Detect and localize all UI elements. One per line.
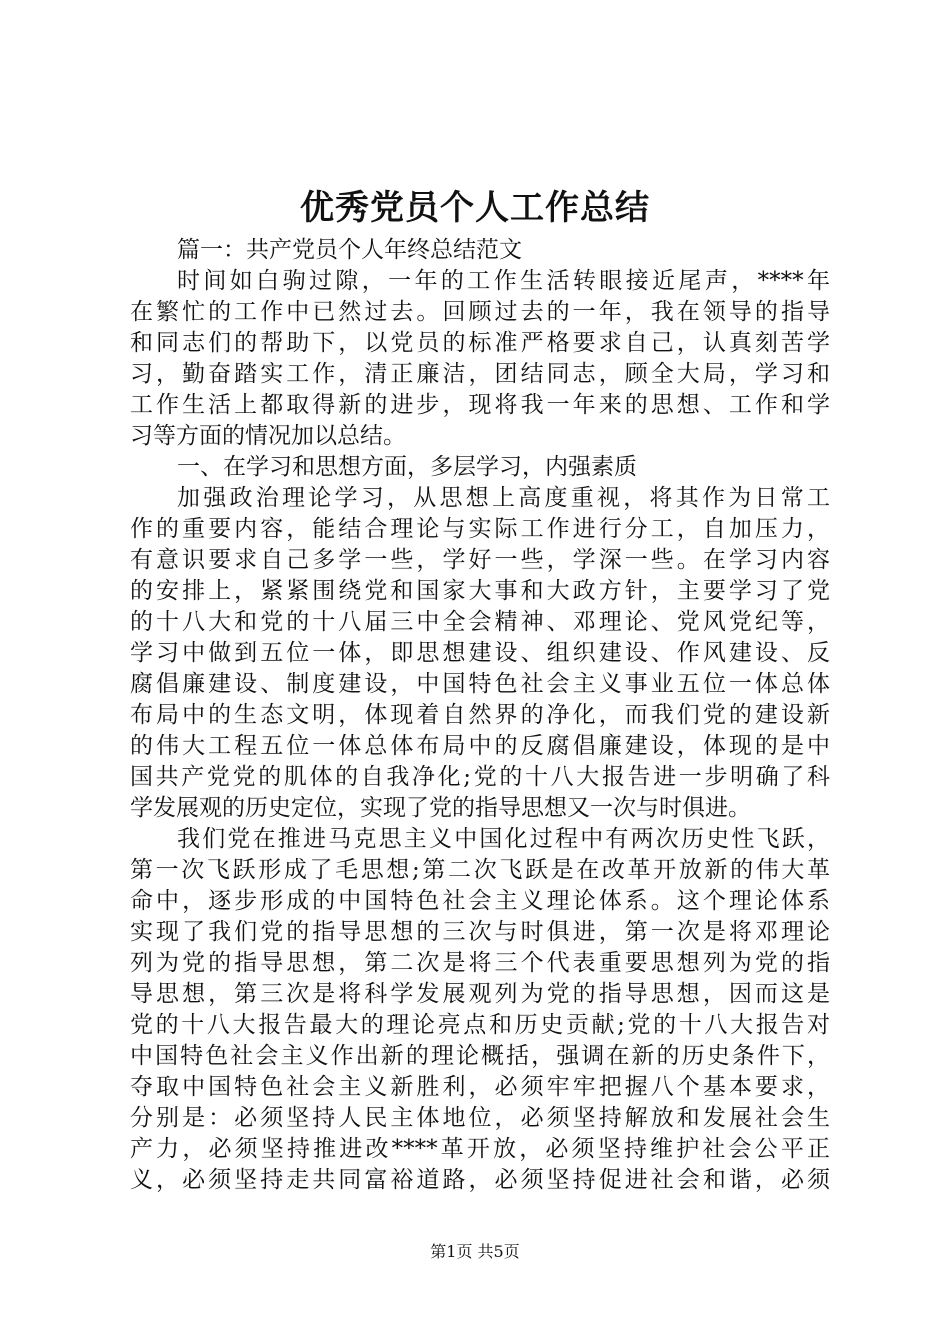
paragraph-line: 作的重要内容，能结合理论与实际工作进行分工，自加压力， xyxy=(130,516,830,542)
paragraph-line: 腐倡廉建设、制度建设，中国特色社会主义事业五位一体总体 xyxy=(130,671,830,697)
document-body xyxy=(130,235,830,1196)
paragraph-line: 有意识要求自己多学一些，学好一些，学深一些。在学习内容 xyxy=(130,547,830,573)
paragraph-line: 布局中的生态文明，体现着自然界的净化，而我们党的建设新 xyxy=(130,702,830,728)
paragraph-line: 的安排上，紧紧围绕党和国家大事和大政方针，主要学习了党 xyxy=(130,578,830,604)
paragraph-line: 和同志们的帮助下，以党员的标准严格要求自己，认真刻苦学 xyxy=(130,330,830,356)
paragraph-line: 中国特色社会主义作出新的理论概括，强调在新的历史条件下， xyxy=(130,1043,830,1069)
paragraph-line: 国共产党党的肌体的自我净化;党的十八大报告进一步明确了科 xyxy=(130,764,830,790)
paragraph-line: 义，必须坚持走共同富裕道路，必须坚持促进社会和谐，必须 xyxy=(130,1167,830,1193)
paragraph-line: 夺取中国特色社会主义新胜利，必须牢牢把握八个基本要求， xyxy=(130,1074,830,1100)
paragraph-line: 学发展观的历史定位，实现了党的指导思想又一次与时俱进。 xyxy=(130,795,751,821)
paragraph-line: 学习中做到五位一体，即思想建设、组织建设、作风建设、反 xyxy=(130,640,830,666)
paragraph-first-line: 加强政治理论学习，从思想上高度重视，将其作为日常工 xyxy=(177,485,830,511)
paragraph-first-line: 我们党在推进马克思主义中国化过程中有两次历史性飞跃， xyxy=(177,826,830,852)
paragraph-line: 的伟大工程五位一体总体布局中的反腐倡廉建设，体现的是中 xyxy=(130,733,830,759)
page-footer: 第1页 共5页 xyxy=(430,1242,520,1261)
paragraph-line: 实现了我们党的指导思想的三次与时俱进，第一次是将邓理论 xyxy=(130,919,830,945)
paragraph-line: 习等方面的情况加以总结。 xyxy=(130,423,406,449)
paragraph-line: 产力，必须坚持推进改****革开放，必须坚持维护社会公平正 xyxy=(130,1136,830,1162)
paragraph-first-line: 篇一：共产党员个人年终总结范文 xyxy=(177,237,522,263)
paragraph-line: 在繁忙的工作中已然过去。回顾过去的一年，我在领导的指导 xyxy=(130,299,830,325)
paragraph-line: 习，勤奋踏实工作，清正廉洁，团结同志，顾全大局，学习和 xyxy=(130,361,830,387)
paragraph-line: 工作生活上都取得新的进步，现将我一年来的思想、工作和学 xyxy=(130,392,830,418)
paragraph-line: 第一次飞跃形成了毛思想;第二次飞跃是在改革开放新的伟大革 xyxy=(130,857,830,883)
document-title: 优秀党员个人工作总结 xyxy=(300,188,650,228)
paragraph-line: 列为党的指导思想，第二次是将三个代表重要思想列为党的指 xyxy=(130,950,830,976)
paragraph-line: 分别是：必须坚持人民主体地位，必须坚持解放和发展社会生 xyxy=(130,1105,830,1131)
paragraph-line: 的十八大和党的十八届三中全会精神、邓理论、党风党纪等， xyxy=(130,609,830,635)
paragraph-first-line: 时间如白驹过隙，一年的工作生活转眼接近尾声，****年 xyxy=(177,268,830,294)
paragraph-first-line: 一、在学习和思想方面，多层学习，内强素质 xyxy=(177,454,637,480)
paragraph-line: 命中，逐步形成的中国特色社会主义理论体系。这个理论体系 xyxy=(130,888,830,914)
paragraph-line: 导思想，第三次是将科学发展观列为党的指导思想，因而这是 xyxy=(130,981,830,1007)
paragraph-line: 党的十八大报告最大的理论亮点和历史贡献;党的十八大报告对 xyxy=(130,1012,830,1038)
